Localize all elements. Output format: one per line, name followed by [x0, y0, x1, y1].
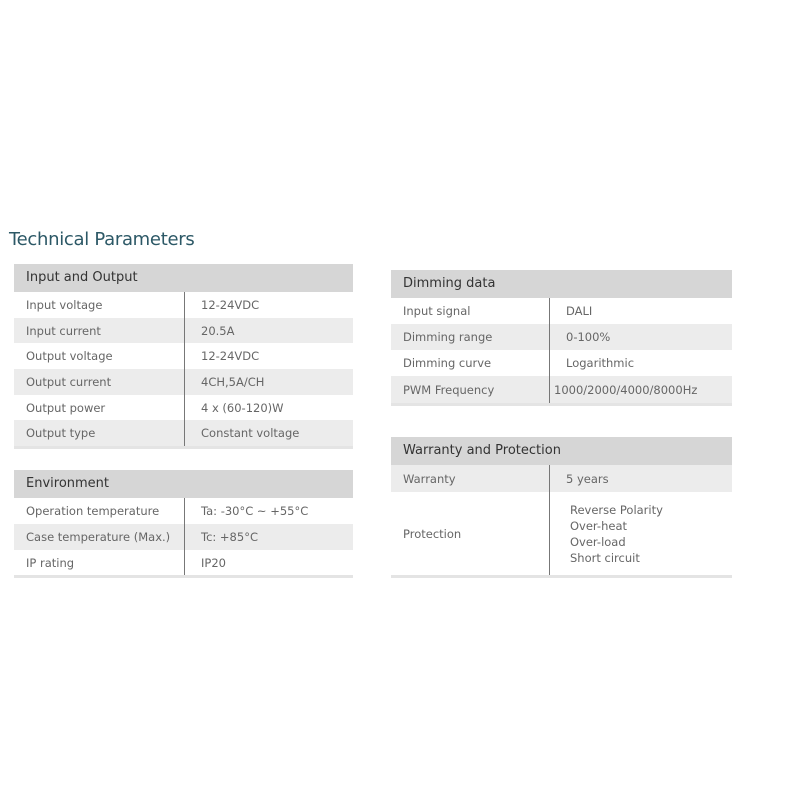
table-row: [14, 395, 353, 420]
row-value: 4 x (60-120)W: [184, 395, 284, 420]
table-row: [14, 343, 353, 369]
row-value: 0-100%: [549, 324, 610, 350]
table-row: [14, 524, 353, 550]
table-row: [391, 465, 732, 492]
dimming-table: [391, 270, 732, 406]
row-value: 5 years: [549, 465, 609, 492]
row-label: Output power: [26, 400, 106, 415]
row-label: Output type: [26, 426, 96, 440]
protection-item: Short circuit: [570, 550, 640, 565]
row-value: DALI: [549, 298, 592, 324]
table-row: [14, 292, 353, 318]
row-value: 12-24VDC: [184, 292, 259, 318]
page-title: Technical Parameters: [9, 229, 195, 250]
table-row: [14, 318, 353, 343]
row-label: Dimming range: [403, 330, 493, 344]
row-label: Dimming curve: [403, 356, 492, 370]
table-heading: Dimming data: [391, 270, 732, 298]
row-value: Logarithmic: [549, 350, 634, 376]
warranty-table: [391, 437, 732, 578]
table-row: [391, 492, 732, 575]
row-value: 20.5A: [184, 318, 234, 343]
table-heading: Input and Output: [14, 264, 353, 292]
protection-item: Over-heat: [570, 518, 627, 533]
row-label: IP rating: [26, 555, 75, 570]
protection-item: Over-load: [570, 534, 626, 549]
row-label: PWM Frequency: [403, 382, 495, 397]
row-value: 4CH,5A/CH: [184, 369, 264, 395]
row-label: Output voltage: [26, 349, 113, 363]
row-label: Input current: [26, 323, 101, 338]
table-row: [14, 550, 353, 575]
table-row: [14, 369, 353, 395]
row-label: Protection: [403, 526, 462, 541]
row-value: 1000/2000/4000/8000Hz: [549, 376, 697, 403]
row-label: Input voltage: [26, 298, 103, 312]
row-label: Warranty: [403, 471, 456, 486]
protection-item: Reverse Polarity: [570, 502, 663, 517]
row-label: Input signal: [403, 304, 471, 318]
row-label: Operation temperature: [26, 504, 160, 518]
table-row: [391, 298, 732, 324]
table-row: [391, 324, 732, 350]
row-value: Tc: +85°C: [184, 524, 258, 550]
table-row: [14, 420, 353, 446]
table-heading: Environment: [14, 470, 353, 498]
table-row: [391, 376, 732, 403]
protection-values: [549, 492, 663, 575]
row-value: Ta: -30°C ~ +55°C: [184, 498, 308, 524]
row-value: 12-24VDC: [184, 343, 259, 369]
input-output-table: [14, 264, 353, 449]
environment-table: [14, 470, 353, 578]
row-label: Case temperature (Max.): [26, 530, 171, 544]
table-row: [14, 498, 353, 524]
row-value: IP20: [184, 550, 226, 575]
table-row: [391, 350, 732, 376]
row-label: Output current: [26, 375, 112, 389]
table-heading: Warranty and Protection: [391, 437, 732, 465]
row-value: Constant voltage: [184, 420, 299, 446]
